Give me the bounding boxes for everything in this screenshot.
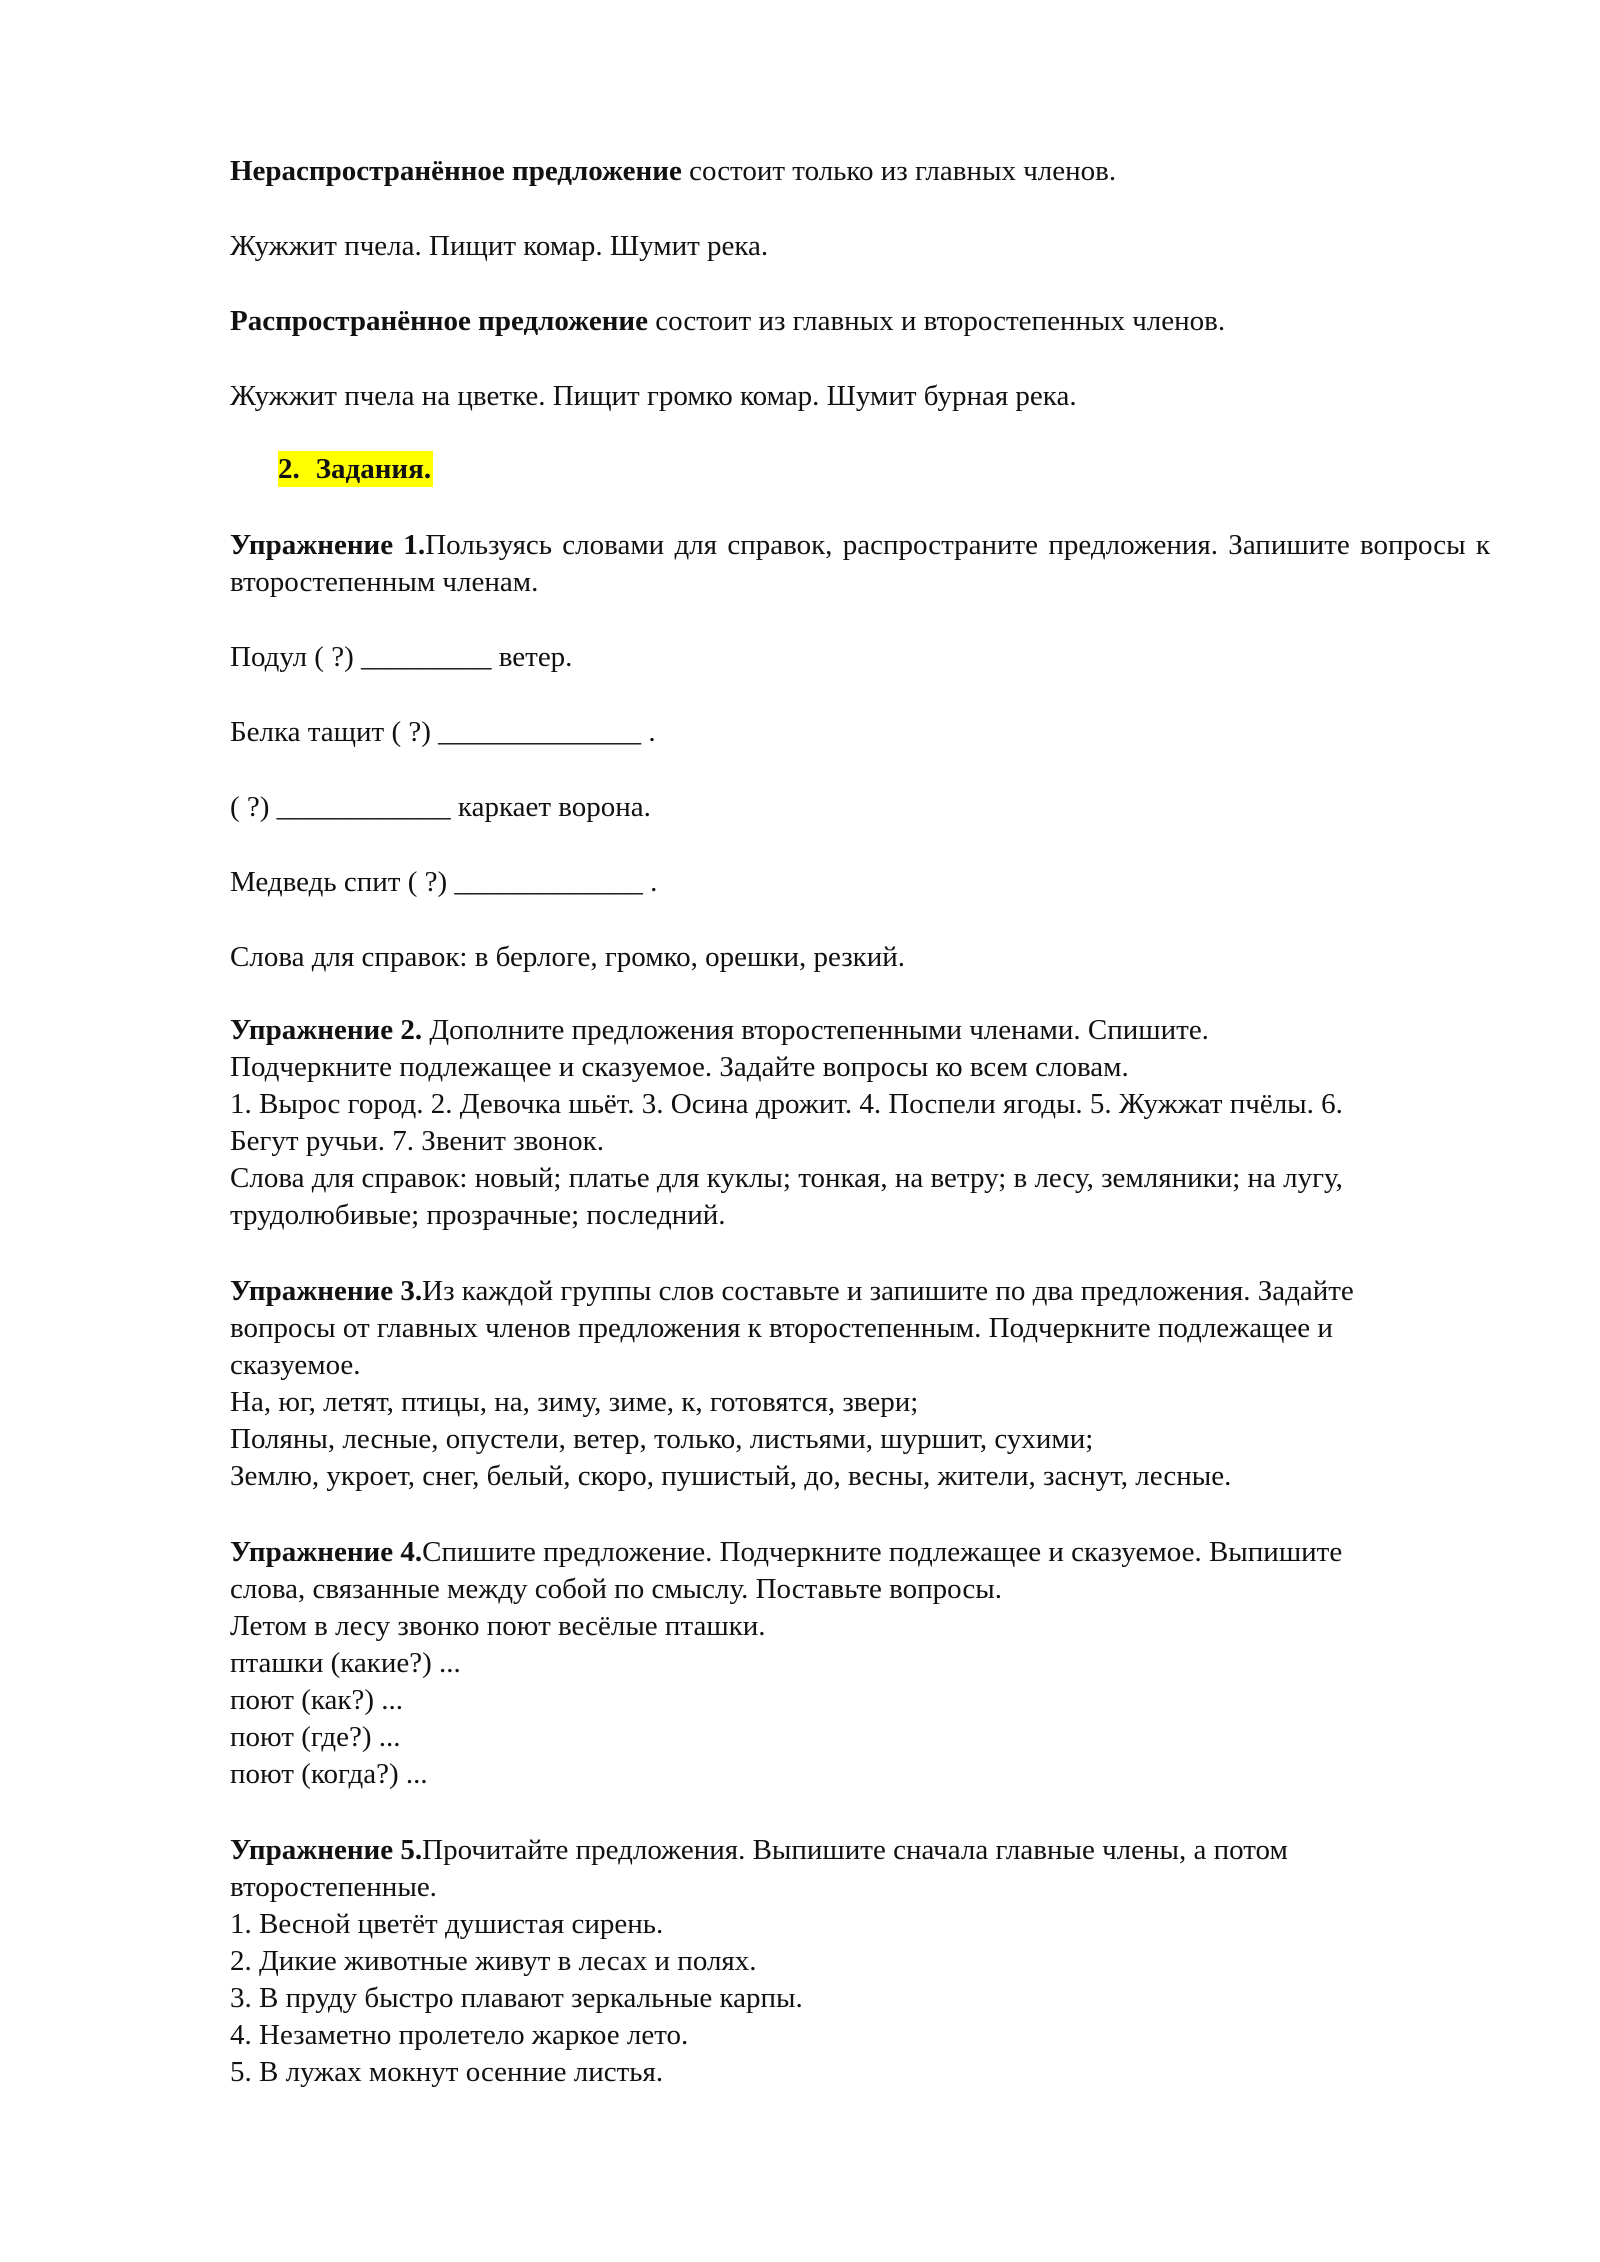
exercise-4 [230, 1534, 1490, 1793]
term-unextended: Нераспространённое предложение [230, 155, 682, 187]
exercise-5-line [230, 1832, 1490, 1869]
exercise-5 [230, 1832, 1490, 2091]
exercise-1-line: Белка тащит ( ?) ______________ . [230, 716, 656, 748]
section-title: Задания. [315, 453, 432, 485]
section-heading [278, 451, 433, 488]
exercise-2-line: 1. Вырос город. 2. Девочка шьёт. 3. Осина дрожит. 4. Поспели ягоды. 5. Жужжат пчёлы. 6. [230, 1088, 1343, 1120]
exercise-1-hint: Слова для справок: в берлоге, громко, орешки, резкий. [230, 941, 906, 973]
exercise-3-line: На, юг, летят, птицы, на, зиму, зиме, к, готовятся, звери; [230, 1386, 919, 1418]
exercise-4-line: слова, связанные между собой по смыслу. Поставьте вопросы. [230, 1573, 1002, 1605]
exercise-2-line [230, 1012, 1490, 1049]
exercise-2-line: Бегут ручьи. 7. Звенит звонок. [230, 1125, 604, 1157]
exercise-1-line: Медведь спит ( ?) _____________ . [230, 866, 658, 898]
exercise-5-title: Упражнение 5. [230, 1834, 423, 1866]
exercise-5-line: 2. Дикие животные живут в лесах и полях. [230, 1945, 757, 1977]
exercise-2-text: Дополните предложения второстепенными членами. Спишите. [422, 1014, 1209, 1046]
exercise-2-line: Слова для справок: новый; платье для куклы; тонкая, на ветру; в лесу, земляники; на лугу, [230, 1162, 1343, 1194]
exercise-3-title: Упражнение 3. [230, 1275, 423, 1307]
exercise-2-title: Упражнение 2. [230, 1014, 423, 1046]
exercise-2-line: трудолюбивые; прозрачные; последний. [230, 1199, 726, 1231]
definition-unextended [230, 153, 1490, 190]
section-number: 2. [278, 453, 300, 485]
exercise-4-line: поют (когда?) ... [230, 1758, 428, 1790]
exercise-3-line: сказуемое. [230, 1349, 361, 1381]
exercise-4-line [230, 1534, 1490, 1571]
definition-extended [230, 303, 1490, 340]
exercise-3 [230, 1273, 1490, 1495]
exercise-4-line: поют (как?) ... [230, 1684, 404, 1716]
exercise-2-line: Подчеркните подлежащее и сказуемое. Задайте вопросы ко всем словам. [230, 1051, 1129, 1083]
exercise-4-title: Упражнение 4. [230, 1536, 423, 1568]
exercise-1-line: ( ?) ____________ каркает ворона. [230, 791, 651, 823]
definition-unextended-text: состоит только из главных членов. [681, 155, 1117, 187]
exercise-5-line: 4. Незаметно пролетело жаркое лето. [230, 2019, 689, 2051]
exercise-1-text: Пользуясь словами для справок, распространите предложения. Запишите вопросы к второстепенным членам. [230, 529, 1490, 598]
exercise-5-line: 5. В лужах мокнут осенние листья. [230, 2056, 664, 2088]
exercise-3-text: Из каждой группы слов составьте и запишите по два предложения. Задайте [422, 1275, 1354, 1307]
exercise-4-line: пташки (какие?) ... [230, 1647, 461, 1679]
exercise-3-line: Поляны, лесные, опустели, ветер, только, листьями, шуршит, сухими; [230, 1423, 1094, 1455]
exercise-4-text: Спишите предложение. Подчеркните подлежащее и сказуемое. Выпишите [422, 1536, 1343, 1568]
term-extended: Распространённое предложение [230, 305, 648, 337]
exercise-4-line: поют (где?) ... [230, 1721, 401, 1753]
exercise-5-text: Прочитайте предложения. Выпишите сначала главные члены, а потом [422, 1834, 1288, 1866]
exercise-5-line: второстепенные. [230, 1871, 437, 1903]
exercise-3-line [230, 1273, 1490, 1310]
example-unextended: Жужжит пчела. Пищит комар. Шумит река. [230, 230, 769, 262]
exercise-3-line: вопросы от главных членов предложения к второстепенным. Подчеркните подлежащее и [230, 1312, 1333, 1344]
exercise-5-line: 3. В пруду быстро плавают зеркальные карпы. [230, 1982, 803, 2014]
definition-extended-text: состоит из главных и второстепенных членов. [648, 305, 1226, 337]
exercise-1-title: Упражнение 1. [230, 529, 426, 561]
section-heading-highlight [278, 451, 433, 487]
exercise-4-line: Летом в лесу звонко поют весёлые пташки. [230, 1610, 766, 1642]
exercise-1-line: Подул ( ?) _________ ветер. [230, 641, 573, 673]
exercise-1-instruction [230, 527, 1490, 601]
example-extended: Жужжит пчела на цветке. Пищит громко комар. Шумит бурная река. [230, 380, 1077, 412]
exercise-5-line: 1. Весной цветёт душистая сирень. [230, 1908, 664, 1940]
exercise-3-line: Землю, укроет, снег, белый, скоро, пушистый, до, весны, жители, заснут, лесные. [230, 1460, 1232, 1492]
exercise-2 [230, 1012, 1490, 1234]
